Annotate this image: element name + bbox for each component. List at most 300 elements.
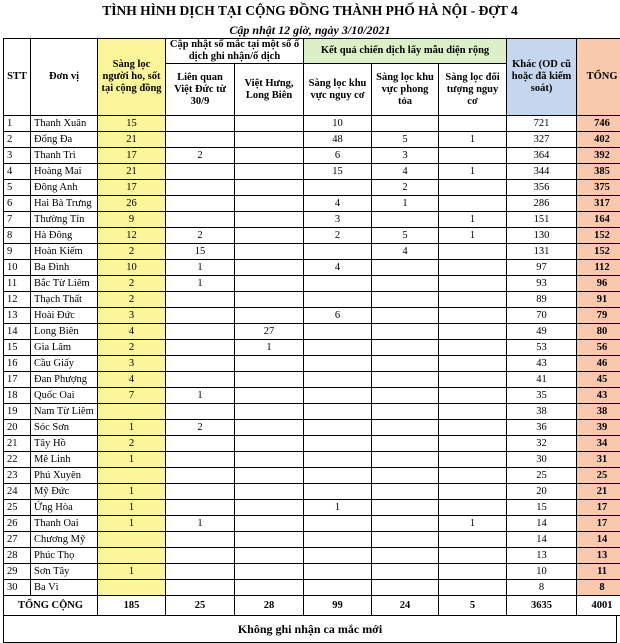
row-update-b: [235, 484, 304, 500]
row-campaign-b: 4: [372, 164, 439, 180]
row-total: 746: [577, 116, 620, 132]
row-total: 25: [577, 468, 620, 484]
row-other: 41: [507, 372, 577, 388]
row-stt: 14: [4, 324, 31, 340]
row-update-a: 1: [166, 388, 235, 404]
row-campaign-c: [439, 260, 507, 276]
row-campaign-c: [439, 452, 507, 468]
row-campaign-b: [372, 548, 439, 564]
table-row: [4, 164, 620, 180]
row-campaign-b: [372, 404, 439, 420]
row-stt: 9: [4, 244, 31, 260]
row-total: 38: [577, 404, 620, 420]
row-stt: 7: [4, 212, 31, 228]
row-other: 93: [507, 276, 577, 292]
row-screening: 2: [98, 436, 166, 452]
row-campaign-b: [372, 356, 439, 372]
row-stt: 4: [4, 164, 31, 180]
row-update-b: [235, 132, 304, 148]
row-unit: Hoài Đức: [31, 308, 98, 324]
row-total: 91: [577, 292, 620, 308]
row-unit: Mê Linh: [31, 452, 98, 468]
row-update-b: [235, 276, 304, 292]
row-screening: [98, 404, 166, 420]
row-campaign-a: [304, 468, 372, 484]
row-stt: 21: [4, 436, 31, 452]
row-total: 34: [577, 436, 620, 452]
row-update-a: [166, 340, 235, 356]
row-other: 36: [507, 420, 577, 436]
row-update-a: [166, 372, 235, 388]
row-update-a: [166, 404, 235, 420]
header-stt: STT: [4, 39, 31, 116]
row-campaign-b: [372, 468, 439, 484]
row-campaign-a: 3: [304, 212, 372, 228]
row-total: 17: [577, 500, 620, 516]
totals-row: [4, 596, 620, 616]
row-campaign-c: [439, 468, 507, 484]
row-campaign-b: [372, 292, 439, 308]
row-update-b: [235, 532, 304, 548]
row-update-b: [235, 292, 304, 308]
row-campaign-a: 15: [304, 164, 372, 180]
row-total: 385: [577, 164, 620, 180]
report-subtitle: Cập nhật 12 giờ, ngày 3/10/2021: [0, 22, 620, 38]
row-other: 364: [507, 148, 577, 164]
row-unit: Đông Anh: [31, 180, 98, 196]
row-total: 317: [577, 196, 620, 212]
row-campaign-c: [439, 324, 507, 340]
row-other: 38: [507, 404, 577, 420]
row-other: 327: [507, 132, 577, 148]
row-unit: Hoàn Kiếm: [31, 244, 98, 260]
totals-update-a: 25: [166, 596, 235, 616]
row-update-a: [166, 500, 235, 516]
row-other: 10: [507, 564, 577, 580]
row-update-b: [235, 196, 304, 212]
row-other: 8: [507, 580, 577, 596]
table-row: [4, 372, 620, 388]
row-unit: Sóc Sơn: [31, 420, 98, 436]
row-stt: 11: [4, 276, 31, 292]
row-update-a: 1: [166, 260, 235, 276]
row-total: 56: [577, 340, 620, 356]
row-campaign-c: [439, 148, 507, 164]
row-other: 53: [507, 340, 577, 356]
row-other: 32: [507, 436, 577, 452]
header-update-group: Cập nhật số mắc tại một số ổ dịch ghi nhận/ổ dịch: [166, 39, 304, 64]
row-campaign-c: [439, 436, 507, 452]
table-body: [4, 116, 620, 596]
row-stt: 17: [4, 372, 31, 388]
row-other: 14: [507, 516, 577, 532]
header-total: TỔNG: [577, 39, 620, 116]
row-screening: 17: [98, 180, 166, 196]
row-stt: 10: [4, 260, 31, 276]
row-total: 152: [577, 244, 620, 260]
row-total: 14: [577, 532, 620, 548]
table-row: [4, 516, 620, 532]
row-update-b: [235, 116, 304, 132]
row-stt: 5: [4, 180, 31, 196]
row-stt: 15: [4, 340, 31, 356]
table-row: [4, 484, 620, 500]
table-row: [4, 580, 620, 596]
row-campaign-c: [439, 420, 507, 436]
row-screening: 1: [98, 452, 166, 468]
row-unit: Ba Đình: [31, 260, 98, 276]
row-other: 344: [507, 164, 577, 180]
header-update-b: Việt Hưng, Long Biên: [235, 64, 304, 116]
row-unit: Tây Hồ: [31, 436, 98, 452]
row-total: 402: [577, 132, 620, 148]
row-unit: Long Biên: [31, 324, 98, 340]
row-stt: 22: [4, 452, 31, 468]
row-update-b: [235, 388, 304, 404]
table-row: [4, 228, 620, 244]
row-update-a: [166, 564, 235, 580]
table-row: [4, 452, 620, 468]
row-campaign-b: [372, 420, 439, 436]
row-screening: 2: [98, 292, 166, 308]
row-update-b: [235, 228, 304, 244]
row-total: 392: [577, 148, 620, 164]
row-stt: 28: [4, 548, 31, 564]
row-unit: Cầu Giấy: [31, 356, 98, 372]
row-update-b: 27: [235, 324, 304, 340]
row-total: 112: [577, 260, 620, 276]
row-campaign-a: 10: [304, 116, 372, 132]
row-unit: Mỹ Đức: [31, 484, 98, 500]
row-screening: [98, 580, 166, 596]
row-campaign-a: [304, 564, 372, 580]
row-stt: 24: [4, 484, 31, 500]
row-campaign-c: [439, 196, 507, 212]
row-update-a: [166, 308, 235, 324]
row-stt: 25: [4, 500, 31, 516]
row-screening: 15: [98, 116, 166, 132]
row-campaign-a: [304, 404, 372, 420]
report-title: TÌNH HÌNH DỊCH TẠI CỘNG ĐỒNG THÀNH PHỐ HÀ NỘI - ĐỢT 4: [0, 0, 620, 22]
row-unit: Đống Đa: [31, 132, 98, 148]
row-other: 356: [507, 180, 577, 196]
totals-label: TỔNG CỘNG: [4, 596, 98, 616]
row-campaign-a: 48: [304, 132, 372, 148]
row-campaign-b: [372, 564, 439, 580]
row-campaign-c: [439, 292, 507, 308]
row-other: 15: [507, 500, 577, 516]
row-campaign-c: 1: [439, 212, 507, 228]
row-campaign-a: 6: [304, 308, 372, 324]
row-screening: 17: [98, 148, 166, 164]
row-campaign-a: [304, 548, 372, 564]
row-total: 46: [577, 356, 620, 372]
row-other: 131: [507, 244, 577, 260]
row-screening: 2: [98, 340, 166, 356]
row-other: 35: [507, 388, 577, 404]
row-other: 43: [507, 356, 577, 372]
row-campaign-b: 5: [372, 132, 439, 148]
row-campaign-a: [304, 324, 372, 340]
table-row: [4, 324, 620, 340]
table-row: [4, 196, 620, 212]
row-update-b: [235, 452, 304, 468]
row-unit: Phúc Thọ: [31, 548, 98, 564]
row-update-b: [235, 164, 304, 180]
row-other: 25: [507, 468, 577, 484]
row-unit: Thanh Trì: [31, 148, 98, 164]
row-update-a: [166, 580, 235, 596]
row-screening: 2: [98, 276, 166, 292]
row-update-b: [235, 564, 304, 580]
row-stt: 20: [4, 420, 31, 436]
table-row: [4, 244, 620, 260]
row-campaign-a: [304, 420, 372, 436]
row-total: 43: [577, 388, 620, 404]
table-row: [4, 468, 620, 484]
row-stt: 26: [4, 516, 31, 532]
cases-table: [3, 38, 620, 616]
row-campaign-b: [372, 516, 439, 532]
row-update-b: [235, 148, 304, 164]
row-update-a: [166, 116, 235, 132]
row-unit: Ứng Hòa: [31, 500, 98, 516]
row-update-a: 15: [166, 244, 235, 260]
header-other: Khác (OD cũ hoặc đã kiểm soát): [507, 39, 577, 116]
row-campaign-b: 4: [372, 244, 439, 260]
row-stt: 29: [4, 564, 31, 580]
row-update-a: [166, 324, 235, 340]
table-row: [4, 132, 620, 148]
row-update-a: [166, 356, 235, 372]
row-other: 721: [507, 116, 577, 132]
row-total: 21: [577, 484, 620, 500]
row-campaign-a: [304, 292, 372, 308]
table-row: [4, 420, 620, 436]
row-campaign-c: [439, 244, 507, 260]
row-unit: Chương Mỹ: [31, 532, 98, 548]
row-unit: Phú Xuyên: [31, 468, 98, 484]
row-update-b: [235, 404, 304, 420]
totals-total: 4001: [577, 596, 620, 616]
row-total: 39: [577, 420, 620, 436]
row-other: 151: [507, 212, 577, 228]
table-row: [4, 500, 620, 516]
table-row: [4, 260, 620, 276]
row-campaign-a: [304, 516, 372, 532]
row-total: 152: [577, 228, 620, 244]
row-screening: 3: [98, 356, 166, 372]
row-unit: Ba Vì: [31, 580, 98, 596]
row-update-a: [166, 212, 235, 228]
row-campaign-c: [439, 116, 507, 132]
header-unit: Đơn vị: [31, 39, 98, 116]
row-campaign-c: [439, 308, 507, 324]
row-screening: 21: [98, 164, 166, 180]
row-update-b: [235, 372, 304, 388]
row-campaign-c: [439, 276, 507, 292]
row-other: 49: [507, 324, 577, 340]
row-update-b: [235, 260, 304, 276]
row-total: 45: [577, 372, 620, 388]
row-total: 375: [577, 180, 620, 196]
row-campaign-c: [439, 388, 507, 404]
header-campaign-group: Kết quả chiến dịch lấy mẫu diện rộng: [304, 39, 507, 64]
row-campaign-b: [372, 212, 439, 228]
totals-campaign-b: 24: [372, 596, 439, 616]
row-campaign-a: [304, 388, 372, 404]
row-other: 286: [507, 196, 577, 212]
row-campaign-c: 1: [439, 228, 507, 244]
row-campaign-b: [372, 372, 439, 388]
table-row: [4, 404, 620, 420]
row-unit: Hoàng Mai: [31, 164, 98, 180]
row-campaign-b: [372, 340, 439, 356]
row-campaign-a: [304, 372, 372, 388]
row-campaign-b: [372, 276, 439, 292]
row-campaign-c: 1: [439, 132, 507, 148]
table-row: [4, 388, 620, 404]
row-screening: 2: [98, 244, 166, 260]
row-campaign-b: [372, 484, 439, 500]
row-stt: 13: [4, 308, 31, 324]
row-update-a: [166, 484, 235, 500]
row-update-b: [235, 580, 304, 596]
row-update-a: [166, 180, 235, 196]
row-campaign-a: 4: [304, 196, 372, 212]
row-update-a: [166, 532, 235, 548]
row-unit: Sơn Tây: [31, 564, 98, 580]
row-screening: 21: [98, 132, 166, 148]
row-campaign-a: [304, 276, 372, 292]
row-campaign-a: [304, 436, 372, 452]
row-campaign-c: [439, 484, 507, 500]
row-update-a: [166, 132, 235, 148]
row-update-a: 2: [166, 148, 235, 164]
row-campaign-c: 1: [439, 164, 507, 180]
row-unit: Thường Tín: [31, 212, 98, 228]
row-campaign-b: [372, 116, 439, 132]
row-screening: 1: [98, 484, 166, 500]
row-campaign-b: [372, 452, 439, 468]
row-campaign-c: [439, 500, 507, 516]
row-campaign-a: 1: [304, 500, 372, 516]
row-update-b: [235, 516, 304, 532]
row-campaign-c: [439, 404, 507, 420]
row-campaign-b: [372, 308, 439, 324]
row-update-a: 1: [166, 516, 235, 532]
row-campaign-a: 2: [304, 228, 372, 244]
row-campaign-b: [372, 580, 439, 596]
row-stt: 8: [4, 228, 31, 244]
row-unit: Thanh Xuân: [31, 116, 98, 132]
table-row: [4, 148, 620, 164]
row-campaign-a: [304, 580, 372, 596]
row-campaign-c: [439, 356, 507, 372]
row-unit: Đan Phượng: [31, 372, 98, 388]
table-row: [4, 212, 620, 228]
row-update-b: [235, 308, 304, 324]
row-screening: 7: [98, 388, 166, 404]
row-campaign-b: [372, 436, 439, 452]
table-row: [4, 356, 620, 372]
row-screening: 1: [98, 420, 166, 436]
row-unit: Quốc Oai: [31, 388, 98, 404]
row-update-b: [235, 548, 304, 564]
row-unit: Thạch Thất: [31, 292, 98, 308]
table-row: [4, 180, 620, 196]
row-stt: 18: [4, 388, 31, 404]
row-stt: 12: [4, 292, 31, 308]
row-other: 30: [507, 452, 577, 468]
row-screening: 1: [98, 564, 166, 580]
header-update-a: Liên quan Việt Đức từ 30/9: [166, 64, 235, 116]
table-row: [4, 532, 620, 548]
totals-campaign-c: 5: [439, 596, 507, 616]
row-campaign-b: 3: [372, 148, 439, 164]
row-other: 20: [507, 484, 577, 500]
row-campaign-b: 5: [372, 228, 439, 244]
row-stt: 6: [4, 196, 31, 212]
row-update-b: [235, 212, 304, 228]
row-campaign-c: [439, 548, 507, 564]
row-update-a: 1: [166, 276, 235, 292]
row-other: 130: [507, 228, 577, 244]
row-screening: [98, 548, 166, 564]
totals-screening: 185: [98, 596, 166, 616]
row-campaign-c: 1: [439, 516, 507, 532]
row-total: 13: [577, 548, 620, 564]
row-campaign-b: [372, 388, 439, 404]
row-stt: 2: [4, 132, 31, 148]
totals-campaign-a: 99: [304, 596, 372, 616]
row-stt: 16: [4, 356, 31, 372]
row-other: 97: [507, 260, 577, 276]
table-row: [4, 564, 620, 580]
row-other: 89: [507, 292, 577, 308]
row-update-b: [235, 420, 304, 436]
row-campaign-c: [439, 180, 507, 196]
row-screening: 1: [98, 500, 166, 516]
table-row: [4, 276, 620, 292]
row-stt: 1: [4, 116, 31, 132]
row-update-b: [235, 500, 304, 516]
row-screening: 10: [98, 260, 166, 276]
row-screening: 4: [98, 372, 166, 388]
row-total: 8: [577, 580, 620, 596]
row-screening: 4: [98, 324, 166, 340]
row-campaign-b: [372, 500, 439, 516]
row-update-b: [235, 356, 304, 372]
footer-note: Không ghi nhận ca mắc mới: [3, 616, 617, 643]
row-update-a: 2: [166, 420, 235, 436]
row-update-a: [166, 436, 235, 452]
row-campaign-b: [372, 260, 439, 276]
row-unit: Nam Từ Liêm: [31, 404, 98, 420]
row-other: 14: [507, 532, 577, 548]
table-row: [4, 548, 620, 564]
header-campaign-a: Sàng lọc khu vực nguy cơ: [304, 64, 372, 116]
row-update-b: [235, 244, 304, 260]
table-row: [4, 116, 620, 132]
header-campaign-c: Sàng lọc đối tượng nguy cơ: [439, 64, 507, 116]
row-total: 79: [577, 308, 620, 324]
row-update-a: [166, 292, 235, 308]
row-total: 11: [577, 564, 620, 580]
row-campaign-a: [304, 532, 372, 548]
row-campaign-a: [304, 340, 372, 356]
row-update-b: 1: [235, 340, 304, 356]
